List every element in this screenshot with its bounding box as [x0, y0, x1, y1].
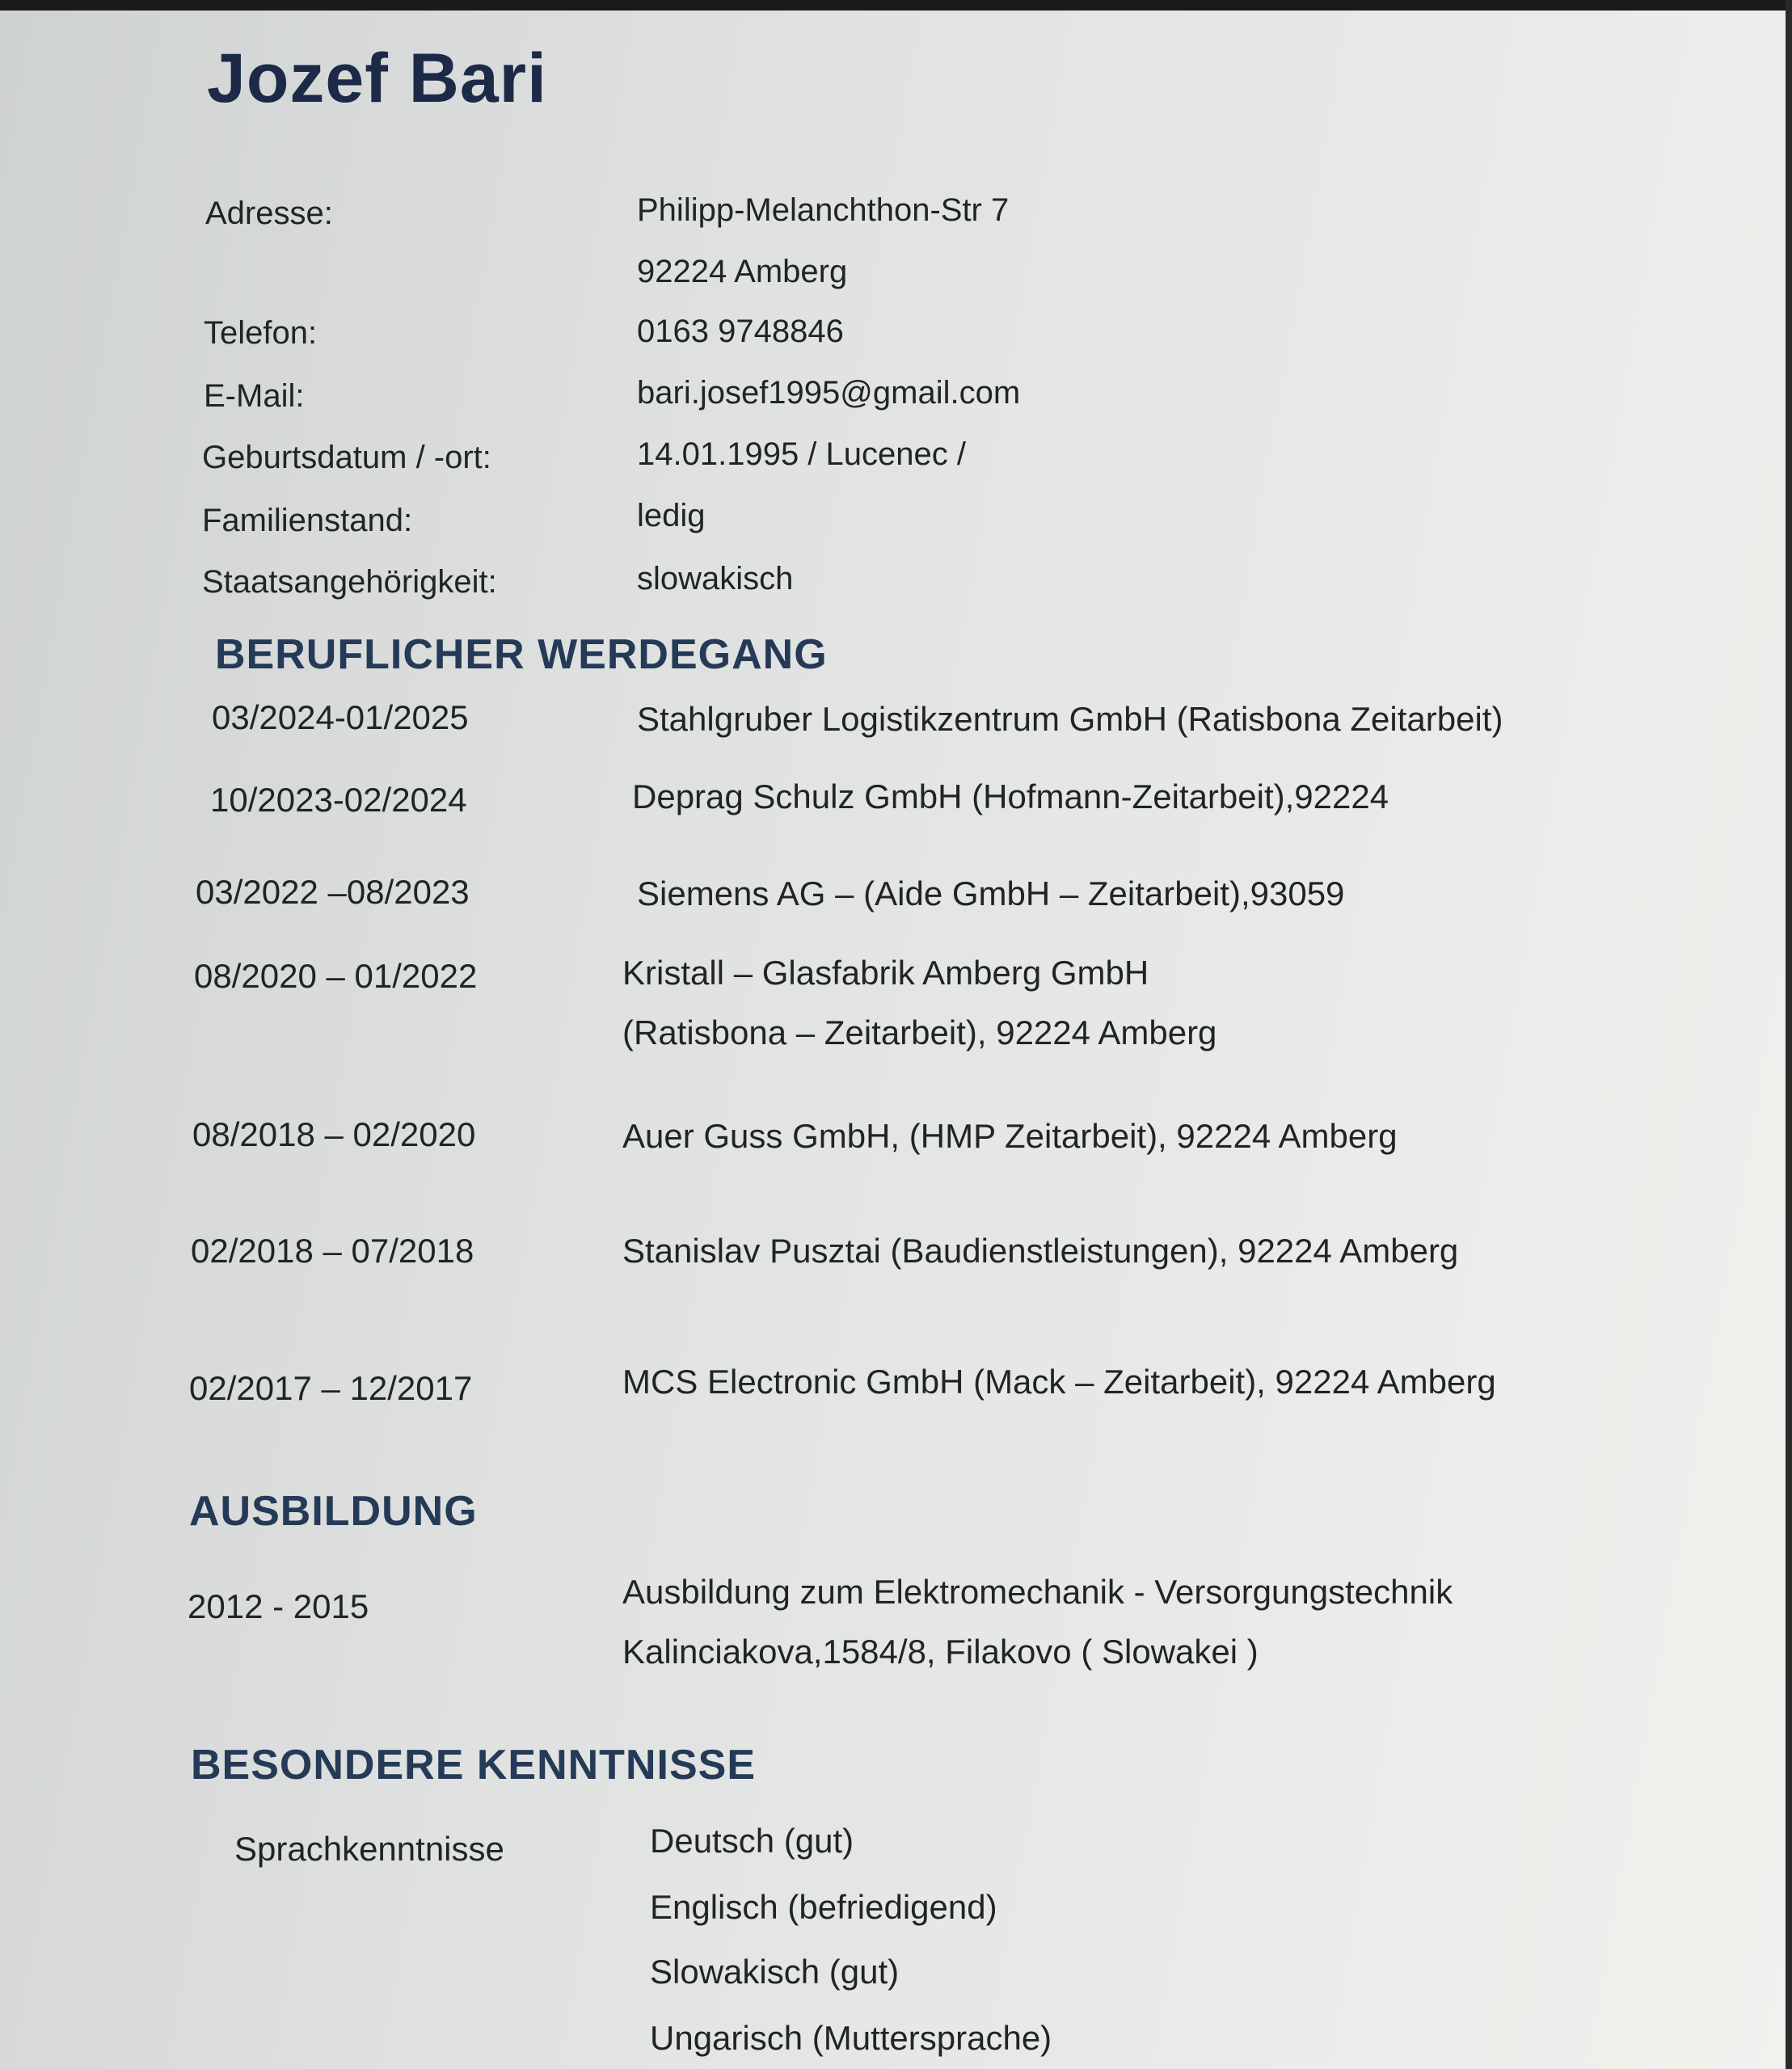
languages-label: Sprachkenntnisse [234, 1830, 504, 1868]
marital-label: Familienstand: [202, 503, 413, 538]
phone-value: 0163 9748846 [637, 314, 844, 349]
language-item: Slowakisch (gut) [650, 1953, 900, 1991]
right-edge [1786, 0, 1792, 2069]
birth-label: Geburtsdatum / -ort: [202, 440, 491, 475]
job-company: MCS Electronic GmbH (Mack – Zeitarbeit), 92224 Amberg [622, 1363, 1496, 1401]
language-item: Deutsch (gut) [650, 1822, 854, 1860]
job-company: Stanislav Pusztai (Baudienstleistungen), 92224 Amberg [622, 1232, 1459, 1270]
skills-heading: BESONDERE KENNTNISSE [191, 1742, 756, 1789]
job-company-line2: (Ratisbona – Zeitarbeit), 92224 Amberg [622, 1013, 1217, 1051]
job-company: Kristall – Glasfabrik Amberg GmbH [622, 954, 1149, 992]
candidate-name: Jozef Bari [207, 40, 548, 117]
career-heading: BERUFLICHER WERDEGANG [215, 631, 828, 678]
job-date: 08/2018 – 02/2020 [192, 1115, 476, 1153]
education-school: Kalinciakova,1584/8, Filakovo ( Slowakei ) [622, 1633, 1259, 1671]
address-label: Adresse: [205, 196, 333, 231]
job-date: 03/2022 –08/2023 [196, 873, 470, 911]
marital-value: ledig [637, 498, 706, 533]
address-line2: 92224 Amberg [637, 254, 848, 289]
language-item: Englisch (befriedigend) [650, 1888, 997, 1926]
job-company: Auer Guss GmbH, (HMP Zeitarbeit), 92224 Amberg [622, 1117, 1398, 1155]
nationality-value: slowakisch [637, 561, 794, 596]
phone-label: Telefon: [204, 315, 318, 351]
birth-value: 14.01.1995 / Lucenec / [637, 436, 966, 472]
job-date: 10/2023-02/2024 [210, 781, 467, 819]
job-company: Stahlgruber Logistikzentrum GmbH (Ratisbona Zeitarbeit) [637, 700, 1503, 738]
email-label: E-Mail: [204, 378, 305, 414]
job-date: 02/2018 – 07/2018 [191, 1232, 474, 1270]
top-edge [0, 0, 1792, 11]
job-date: 08/2020 – 01/2022 [194, 957, 478, 995]
language-item: Ungarisch (Muttersprache) [650, 2019, 1052, 2057]
nationality-label: Staatsangehörigkeit: [202, 564, 497, 600]
job-date: 02/2017 – 12/2017 [189, 1369, 473, 1407]
education-heading: AUSBILDUNG [189, 1488, 478, 1535]
job-company: Siemens AG – (Aide GmbH – Zeitarbeit),93059 [637, 874, 1345, 912]
education-date: 2012 - 2015 [188, 1587, 369, 1625]
address-line1: Philipp-Melanchthon-Str 7 [637, 192, 1010, 228]
education-title: Ausbildung zum Elektromechanik - Versorgungstechnik [622, 1573, 1453, 1611]
job-date: 03/2024-01/2025 [212, 698, 469, 736]
job-company: Deprag Schulz GmbH (Hofmann-Zeitarbeit),92224 [632, 777, 1389, 815]
email-value: bari.josef1995@gmail.com [637, 375, 1021, 411]
